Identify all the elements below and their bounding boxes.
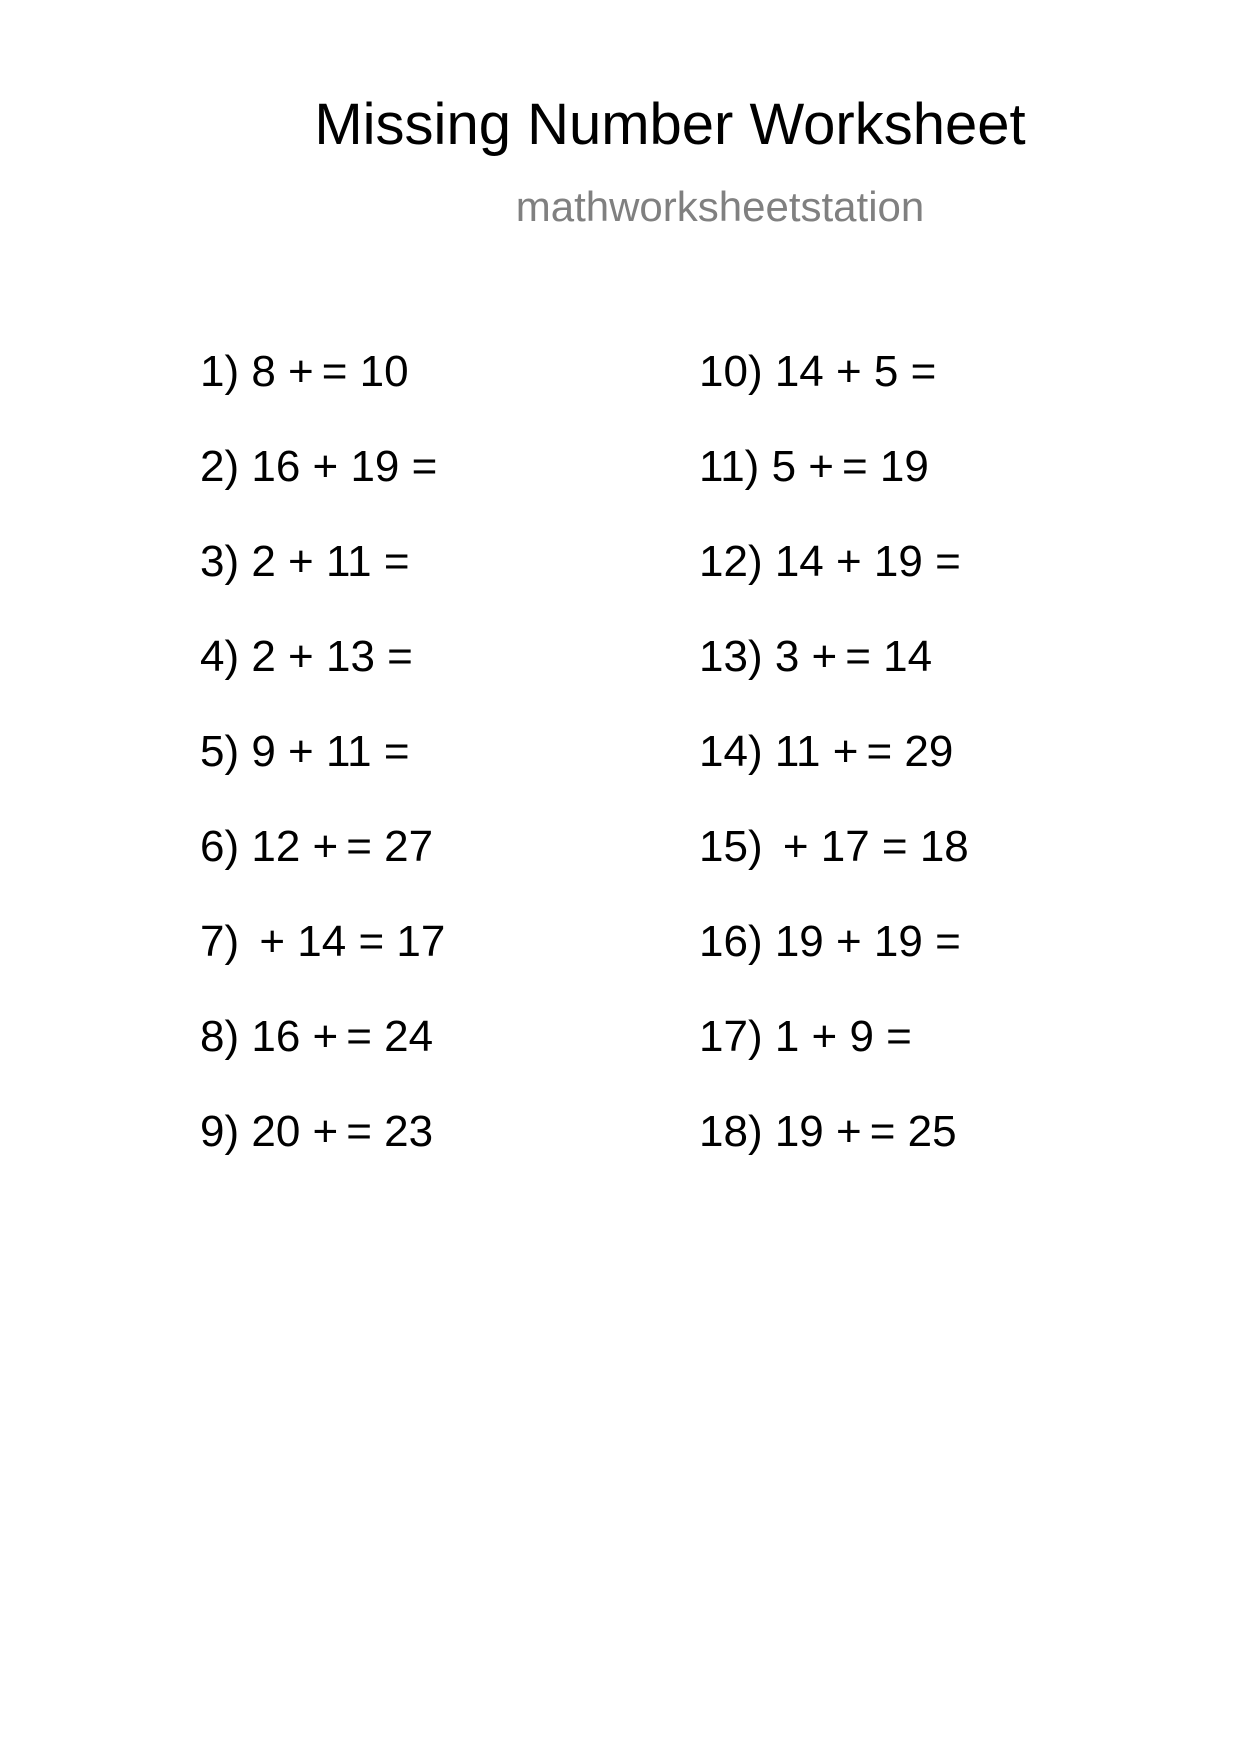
problem-before: 3 + <box>774 632 838 681</box>
problem-before: 5 + <box>771 442 834 491</box>
problem-18 <box>699 1107 969 1205</box>
problems-column-left <box>200 347 446 1205</box>
problem-6 <box>200 822 445 920</box>
problem-number: 14) <box>699 727 763 776</box>
problem-number: 16) <box>699 917 763 966</box>
problem-10 <box>699 347 969 445</box>
problem-before: 14 + 19 = <box>774 537 961 586</box>
worksheet-source: mathworksheetstation <box>515 183 925 230</box>
problem-after: = 23 <box>346 1107 434 1156</box>
problem-number: 15) <box>699 822 763 871</box>
problem-after: + 17 = 18 <box>782 822 969 871</box>
problem-12 <box>699 537 969 635</box>
problem-before: 1 + 9 = <box>774 1012 912 1061</box>
problem-16 <box>699 917 969 1015</box>
problem-9 <box>200 1107 445 1205</box>
problem-after: + 14 = 17 <box>259 917 446 966</box>
problem-before: 20 + <box>251 1107 339 1156</box>
problem-4 <box>200 632 445 730</box>
problem-before: 16 + 19 = <box>251 442 438 491</box>
problem-number: 8) <box>200 1012 240 1061</box>
problem-before: 2 + 13 = <box>251 632 413 681</box>
problem-before: 9 + 11 = <box>251 727 410 776</box>
problem-number: 6) <box>200 822 240 871</box>
problems-column-right <box>699 347 969 1205</box>
problem-11 <box>699 442 969 540</box>
problem-5 <box>200 727 445 825</box>
problem-number: 9) <box>200 1107 240 1156</box>
worksheet-title: Missing Number Worksheet <box>314 92 1026 157</box>
problem-before: 11 + <box>774 727 859 776</box>
problem-before: 8 + <box>251 347 314 396</box>
problem-before: 19 + <box>774 1107 862 1156</box>
problem-7 <box>200 917 446 1015</box>
problem-number: 1) <box>200 347 240 396</box>
problem-number: 17) <box>699 1012 763 1061</box>
problem-before: 2 + 11 = <box>251 537 410 586</box>
problem-number: 2) <box>200 442 240 491</box>
problem-number: 3) <box>200 537 240 586</box>
problem-1 <box>200 347 445 445</box>
problem-8 <box>200 1012 445 1110</box>
problem-after: = 29 <box>866 727 954 776</box>
problem-number: 7) <box>200 917 240 966</box>
problem-number: 13) <box>699 632 763 681</box>
problem-2 <box>200 442 445 540</box>
problem-number: 18) <box>699 1107 763 1156</box>
problem-number: 11) <box>699 442 760 491</box>
problem-after: = 19 <box>841 442 929 491</box>
problem-after: = 25 <box>869 1107 957 1156</box>
problem-after: = 24 <box>346 1012 434 1061</box>
problem-before: 19 + 19 = <box>774 917 961 966</box>
problem-number: 12) <box>699 537 763 586</box>
problem-15 <box>699 822 969 920</box>
problem-number: 4) <box>200 632 240 681</box>
problem-17 <box>699 1012 969 1110</box>
problem-after: = 14 <box>845 632 933 681</box>
problem-14 <box>699 727 969 825</box>
problem-after: = 27 <box>346 822 434 871</box>
problem-after: = 10 <box>321 347 409 396</box>
problem-number: 5) <box>200 727 240 776</box>
problem-13 <box>699 632 969 730</box>
problem-before: 16 + <box>251 1012 339 1061</box>
problem-before: 12 + <box>251 822 339 871</box>
problem-number: 10) <box>699 347 763 396</box>
problem-before: 14 + 5 = <box>774 347 937 396</box>
problem-3 <box>200 537 445 635</box>
